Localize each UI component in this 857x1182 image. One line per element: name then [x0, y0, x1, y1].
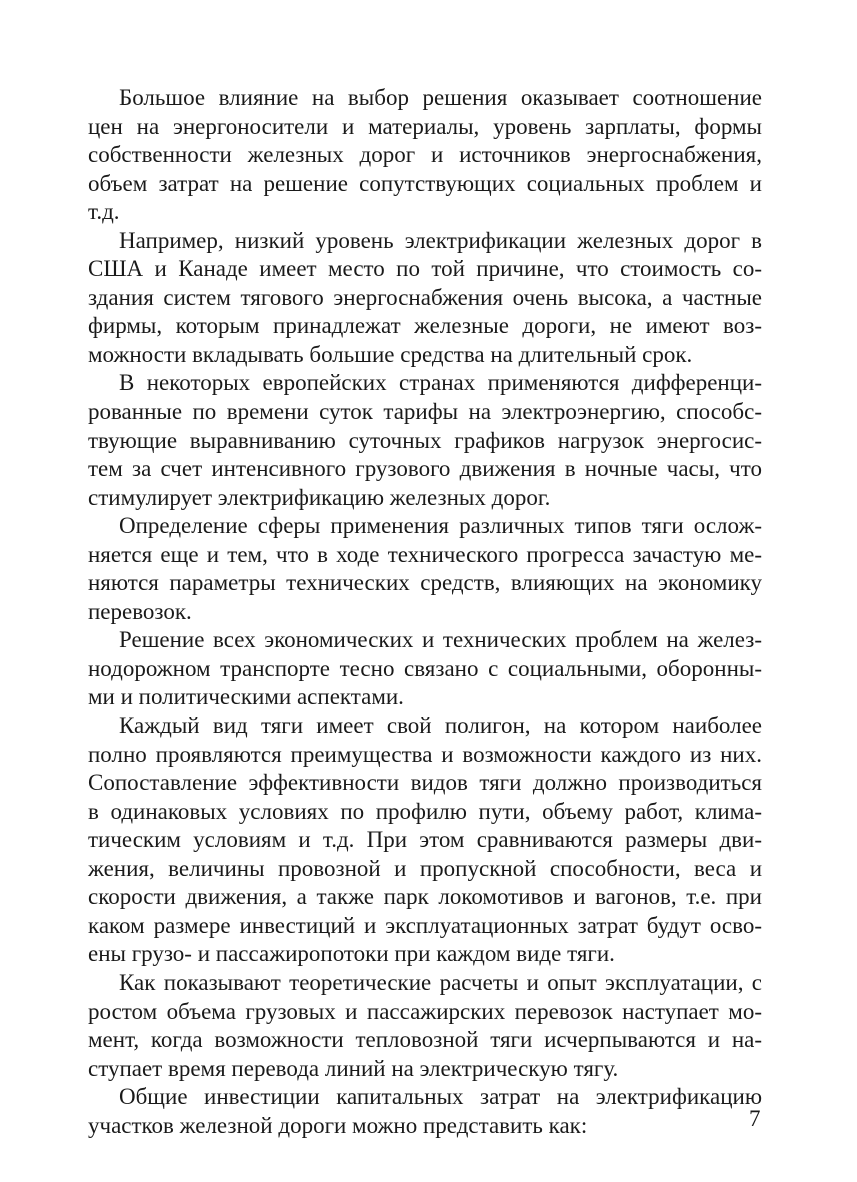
- text-line: ми и политическими аспектами.: [88, 684, 404, 710]
- text-line: няется еще и тем, что в ходе технического прогресса зачастую ме-: [88, 541, 762, 567]
- text-line: фирмы, которым принадлежат железные дороги, не имеют воз-: [88, 313, 762, 339]
- text-line: Сопоставление эффективности видов тяги должно производиться: [88, 770, 762, 796]
- text-line: перевозок.: [88, 598, 192, 624]
- text-line: здания систем тягового энергоснабжения очень высока, а частные: [88, 284, 762, 310]
- text-line: Решение всех экономических и технических проблем на желез-: [119, 627, 762, 653]
- text-line: участков железной дороги можно представить как:: [88, 1112, 588, 1138]
- text-line: мент, когда возможности тепловозной тяги исчерпываются и на-: [88, 1027, 762, 1053]
- text-line: США и Канаде имеет место по той причине, что стоимость со-: [88, 256, 762, 282]
- paragraph: [88, 84, 762, 227]
- text-line: нодорожном транспорте тесно связано с социальными, оборонны-: [88, 655, 762, 681]
- paragraph: [88, 369, 762, 512]
- text-line: твующие выравниванию суточных графиков нагрузок энергосис-: [88, 427, 762, 453]
- text-line: Общие инвестиции капитальных затрат на электрификацию: [119, 1084, 762, 1110]
- paragraph: [88, 969, 762, 1083]
- text-line: жения, величины провозной и пропускной способности, веса и: [88, 855, 762, 881]
- text-line: цен на энергоносители и материалы, уровень зарплаты, формы: [88, 113, 762, 139]
- paragraph: [88, 626, 762, 712]
- text-line: в одинаковых условиях по профилю пути, объему работ, клима-: [88, 798, 762, 824]
- text-line: ступает время перевода линий на электрическую тягу.: [88, 1055, 619, 1081]
- text-line: Определение сферы применения различных типов тяги ослож-: [119, 513, 762, 539]
- text-line: объем затрат на решение сопутствующих социальных проблем и: [88, 170, 762, 196]
- text-line: полно проявляются преимущества и возможности каждого из них.: [88, 741, 762, 767]
- paragraph: [88, 1083, 762, 1140]
- text-line: Каждый вид тяги имеет свой полигон, на котором наиболее: [119, 713, 762, 739]
- page-number: 7: [749, 1106, 761, 1131]
- paragraph: [88, 227, 762, 370]
- paragraph: [88, 712, 762, 969]
- text-line: тическим условиям и т.д. При этом сравниваются размеры дви-: [88, 827, 762, 853]
- text-line: ены грузо- и пассажиропотоки при каждом виде тяги.: [88, 941, 615, 967]
- paragraph: [88, 512, 762, 626]
- text-line: В некоторых европейских странах применяются дифференци-: [119, 370, 762, 396]
- text-line: стимулирует электрификацию железных дорог.: [88, 484, 551, 510]
- text-line: собственности железных дорог и источников энергоснабжения,: [88, 142, 762, 168]
- text-line: тем за счет интенсивного грузового движения в ночные часы, что: [88, 456, 762, 482]
- text-line: можности вкладывать большие средства на длительный срок.: [88, 341, 693, 367]
- text-line: Большое влияние на выбор решения оказывает соотношение: [119, 85, 762, 110]
- text-line: няются параметры технических средств, влияющих на экономику: [88, 570, 762, 596]
- text-line: Как показывают теоретические расчеты и опыт эксплуатации, с: [119, 969, 762, 995]
- text-line: каком размере инвестиций и эксплуатационных затрат будут осво-: [88, 912, 762, 938]
- text-line: т.д.: [88, 199, 120, 225]
- text-line: ростом объема грузовых и пассажирских перевозок наступает мо-: [88, 998, 762, 1024]
- text-line: скорости движения, а также парк локомотивов и вагонов, т.е. при: [88, 884, 762, 910]
- document-body: [88, 84, 762, 1140]
- text-line: Например, низкий уровень электрификации железных дорог в: [119, 227, 762, 253]
- text-line: рованные по времени суток тарифы на электроэнергию, способс-: [88, 399, 762, 425]
